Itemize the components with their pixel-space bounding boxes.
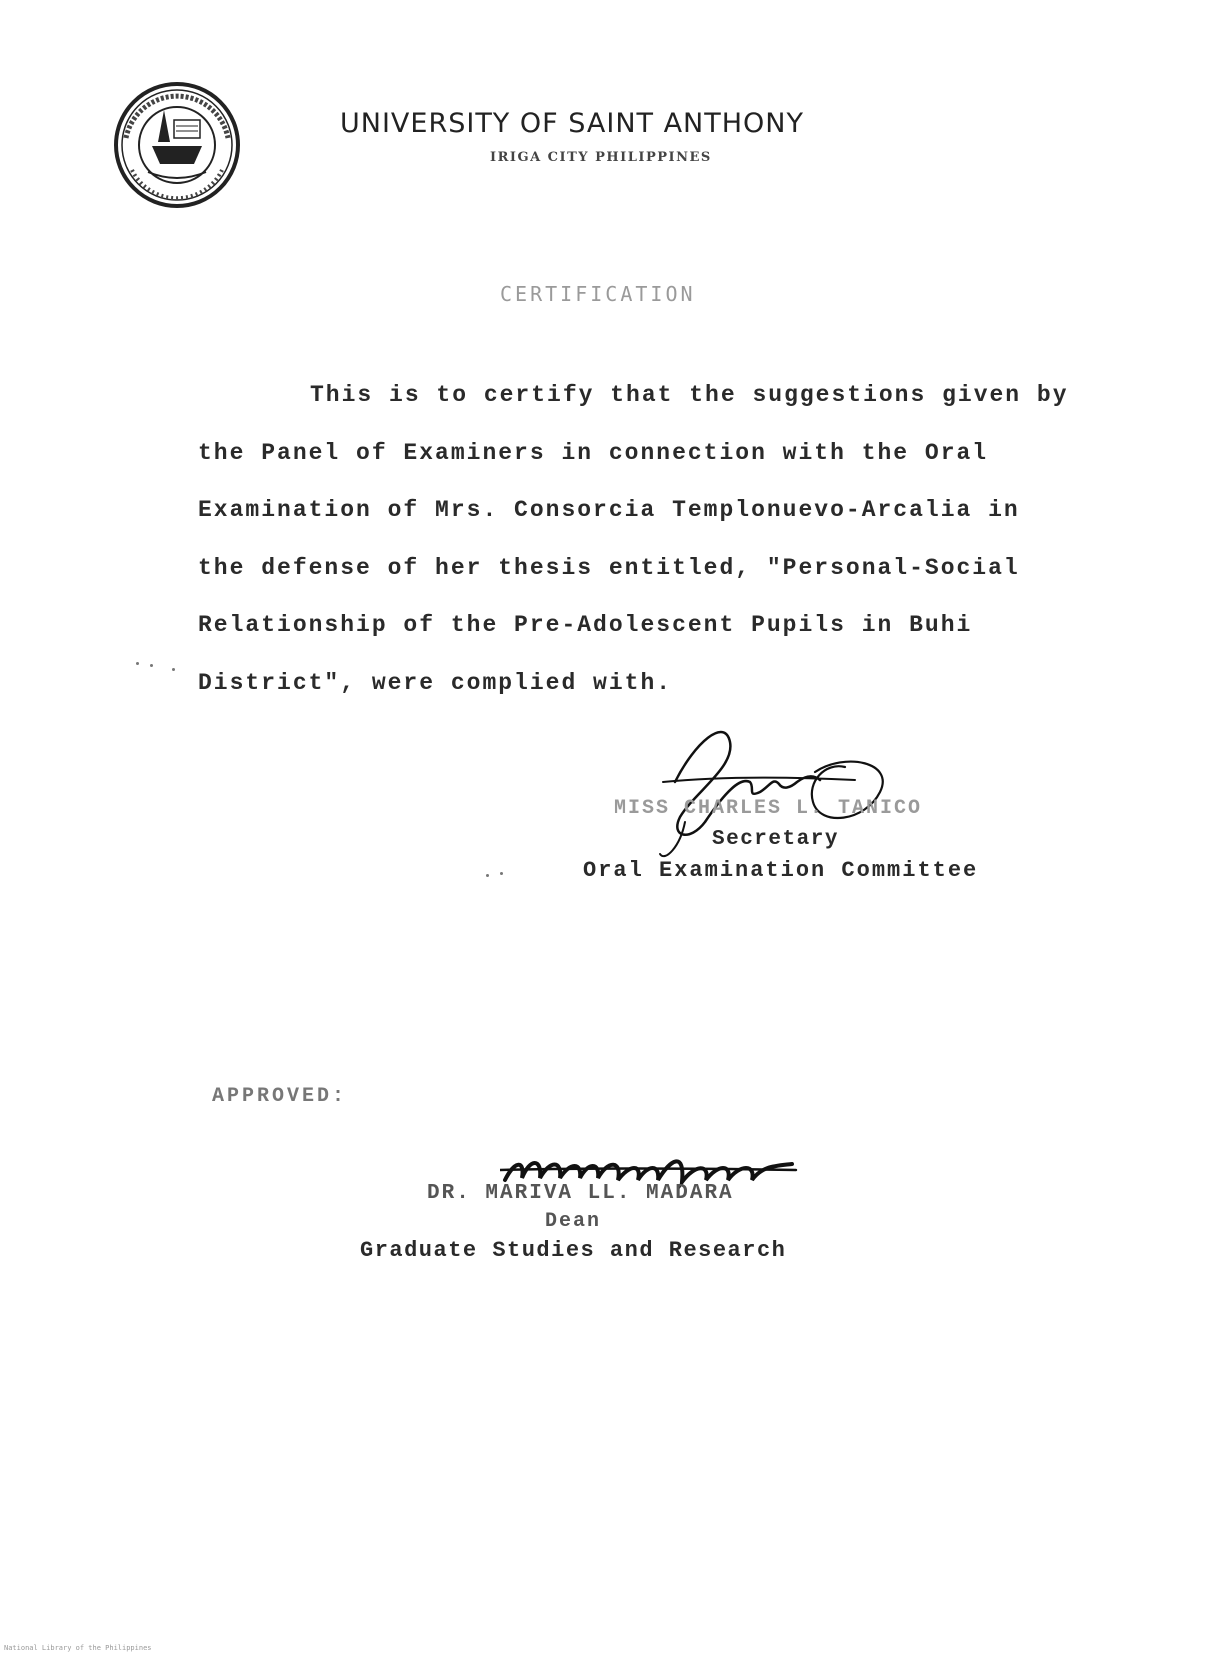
dean-office: Graduate Studies and Research <box>360 1238 787 1263</box>
body-line: This is to certify that the suggestions given by <box>310 382 1069 408</box>
university-seal <box>112 80 242 210</box>
body-line: the Panel of Examiners in connection with the Oral <box>198 440 989 466</box>
dean-title: Dean <box>545 1210 602 1233</box>
body-line: Examination of Mrs. Consorcia Templonuevo-Arcalia in <box>198 497 1020 523</box>
secretary-title: Secretary <box>712 828 839 851</box>
scan-speck <box>136 662 139 665</box>
document-title: CERTIFICATION <box>500 282 696 306</box>
scan-speck <box>172 668 175 671</box>
scan-speck <box>500 872 503 875</box>
dean-name: DR. MARIVA LL. MADARA <box>427 1182 734 1205</box>
body-line: District", were complied with. <box>198 670 673 696</box>
secretary-name: MISS CHARLES L. TANICO <box>614 797 923 820</box>
scan-footer: National Library of the Philippines <box>4 1644 152 1652</box>
body-line: the defense of her thesis entitled, "Personal-Social <box>198 555 1020 581</box>
university-location: IRIGA CITY PHILIPPINES <box>490 150 712 165</box>
scan-speck <box>486 874 489 877</box>
committee-name: Oral Examination Committee <box>583 858 979 883</box>
body-line: Relationship of the Pre-Adolescent Pupils in Buhi <box>198 612 973 638</box>
university-name: UNIVERSITY OF SAINT ANTHONY <box>340 108 804 139</box>
approved-label: APPROVED: <box>212 1085 348 1108</box>
scan-speck <box>150 664 153 667</box>
